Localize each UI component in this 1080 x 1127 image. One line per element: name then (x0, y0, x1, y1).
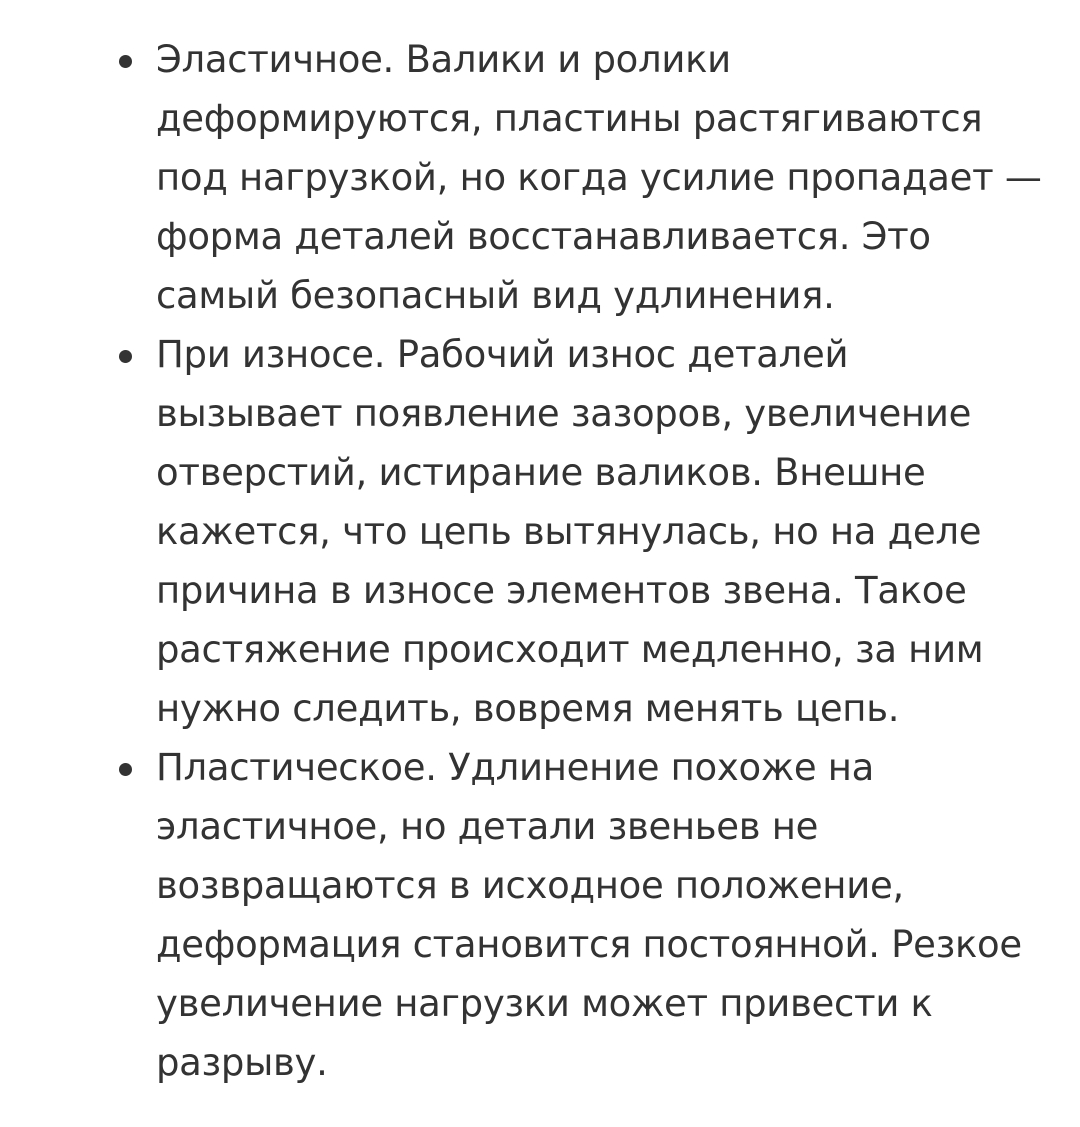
list-item-line: отверстий, истирание валиков. Внешне (156, 451, 926, 494)
list-item-line: вызывает появление зазоров, увеличение (156, 392, 972, 435)
list-item-line: разрыву. (156, 1041, 328, 1084)
article-content (0, 30, 1080, 1092)
list-item-line: под нагрузкой, но когда усилие пропадает — (156, 156, 1042, 199)
list-item-line: самый безопасный вид удлинения. (156, 274, 835, 317)
list-item-line: Эластичное. Валики и ролики (156, 38, 731, 81)
list-item-plastic (0, 738, 1080, 1092)
list-item-line: деформируются, пластины растягиваются (156, 97, 983, 140)
list-item-line: кажется, что цепь вытянулась, но на деле (156, 510, 982, 553)
bullet-list (0, 30, 1080, 1092)
list-item-line: нужно следить, вовремя менять цепь. (156, 687, 900, 730)
list-item-line: увеличение нагрузки может привести к (156, 982, 933, 1025)
list-item-line: возвращаются в исходное положение, (156, 864, 904, 907)
bullet-icon (119, 763, 132, 776)
list-item-wear (0, 325, 1080, 738)
list-item-line: При износе. Рабочий износ деталей (156, 333, 849, 376)
list-item-line: форма деталей восстанавливается. Это (156, 215, 931, 258)
list-item-line: растяжение происходит медленно, за ним (156, 628, 984, 671)
list-item-line: эластичное, но детали звеньев не (156, 805, 819, 848)
list-item-elastic (0, 30, 1080, 325)
bullet-icon (119, 350, 132, 363)
bullet-icon (119, 55, 132, 68)
list-item-line: Пластическое. Удлинение похоже на (156, 746, 875, 789)
list-item-line: деформация становится постоянной. Резкое (156, 923, 1022, 966)
list-item-line: причина в износе элементов звена. Такое (156, 569, 967, 612)
